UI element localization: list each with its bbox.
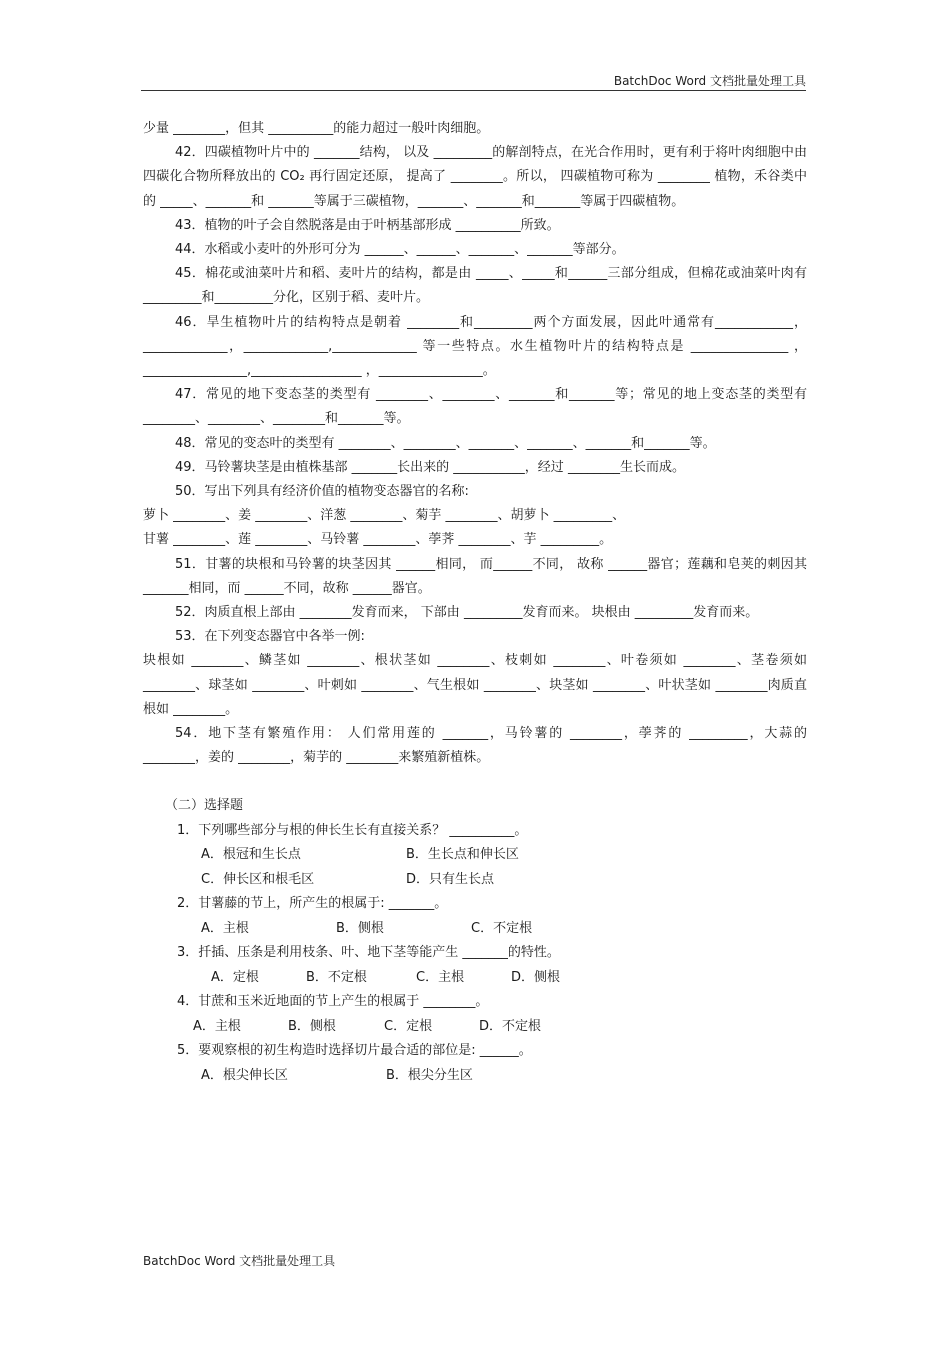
option-row [143,1015,807,1040]
question-paragraph: 少量 ________，但其 __________的能力超过一般叶肉细胞。 [143,121,490,136]
answer-option[interactable]: D．不定根 [479,1018,542,1034]
answer-option[interactable]: B．根尖分生区 [386,1067,473,1083]
answer-option[interactable]: A．定根 [211,969,259,985]
question-paragraph: 50．写出下列具有经济价值的植物变态器官的名称: [175,484,469,500]
choice-question: 5．要观察根的初生构造时选择切片最合适的部位是: ______。 [177,1043,532,1059]
option-row [143,966,807,991]
choice-question: 2．甘薯藤的节上，所产生的根属于: _______。 [177,896,448,912]
answer-option[interactable]: D．侧根 [511,969,561,985]
question-paragraph: 43．植物的叶子会自然脱落是由于叶柄基部形成 __________所致。 [175,217,560,233]
answer-option[interactable]: C．主根 [416,969,465,985]
question-paragraph: 甘薯 ________、莲 ________、马铃薯 ________、荸荠 ________、芋 _________。 [143,532,613,548]
question-paragraph: 48．常见的变态叶的类型有 ________、________、_______、_______、_______和_______等。 [175,435,716,451]
question-paragraph: 47．常见的地下变态茎的类型有 ________、________、_______和_______等；常见的地上变态茎的类型有 ________、________、________和_______等。 [143,387,807,427]
answer-option[interactable]: A．主根 [201,920,249,936]
question-paragraph: 53．在下列变态器官中各举一例: [175,629,365,645]
question-paragraph: 萝卜 ________、姜 ________、洋葱 ________、菊芋 ________、胡萝卜 _________、 [143,508,626,524]
answer-option[interactable]: B．不定根 [306,969,367,985]
answer-option[interactable]: D．只有生长点 [406,871,495,887]
answer-option[interactable]: C．定根 [384,1018,433,1034]
question-paragraph: 45．棉花或油菜叶片和稻、麦叶片的结构，都是由 _____、_____和______三部分组成，但棉花或油菜叶肉有 _________和_________分化，区别于稻、麦叶片。 [143,266,807,306]
choice-question: 1．下列哪些部分与根的伸长生长有直接关系？ __________。 [177,822,528,838]
choice-questions [143,819,807,1089]
answer-option[interactable]: B．侧根 [288,1018,336,1034]
question-paragraph: 54．地下茎有繁殖作用： 人们常用莲的 _______，马铃薯的 ________，荸荠的 _________，大蒜的 ________，姜的 ________，菊芋的 ________来繁殖新植株。 [143,726,807,766]
document-body [143,117,807,1088]
answer-option[interactable]: B．侧根 [336,920,384,936]
page-footer: BatchDoc Word 文档批量处理工具 [143,1254,336,1268]
answer-option[interactable]: C．伸长区和根毛区 [201,871,315,887]
fill-in-questions [143,117,807,770]
answer-option[interactable]: B．生长点和伸长区 [406,847,519,863]
question-paragraph: 44．水稻或小麦叶的外形可分为 ______、______、_______、_______等部分。 [175,242,625,258]
header-divider [141,90,806,91]
question-paragraph: 块根如 ________、鳞茎如 ________、根状茎如 ________、枝刺如 ________、叶卷须如 ________、茎卷须如 ________、球茎如 ________、叶刺如 ________、气生根如 ________、块茎如 ________、叶状茎如 ________肉质直根如 ________。 [143,653,807,717]
choice-question: 3．扦插、压条是利用枝条、叶、地下茎等能产生 _______的特性。 [177,945,560,961]
question-paragraph: 51．甘薯的块根和马铃薯的块茎因其 ______相同， 而______不同， 故称 ______器官；莲藕和皂荚的刺因其 _______相同，而 ______不同，故称 ______器官。 [143,556,807,596]
choice-question: 4．甘蔗和玉米近地面的节上产生的根属于 ________。 [177,994,489,1010]
option-row [143,917,807,942]
question-paragraph: 52．肉质直根上部由 ________发育而来， 下部由 _________发育而来。 块根由 _________发育而来。 [175,605,759,621]
question-paragraph: 49．马铃薯块茎是由植株基部 _______长出来的 ___________，经过 ________生长而成。 [175,459,685,475]
question-paragraph: 46．旱生植物叶片的结构特点是朝着 ________和_________两个方面发展，因此叶通常有____________，_____________，_____________,_____________ 等一些特点。水生植物叶片的结构特点是 _______________ ， ________________,_________________ ，________________。 [143,314,807,379]
option-row [143,1064,807,1089]
option-row [143,868,807,893]
answer-option[interactable]: A．主根 [193,1018,241,1034]
question-paragraph: 42．四碳植物叶片中的 _______结构， 以及 _________的解剖特点，在光合作用时，更有利于将叶肉细胞中由四碳化合物所释放出的 CO₂ 再行固定还原， 提高了 ________。所以， 四碳植物可称为 ________ 植物，禾谷类中的 _____、_______和 _______等属于三碳植物，_______、_______和_______等属于四碳植物。 [143,145,807,209]
page-header: BatchDoc Word 文档批量处理工具 [613,74,806,88]
answer-option[interactable]: A．根尖伸长区 [201,1067,288,1083]
option-row [143,843,807,868]
answer-option[interactable]: A．根冠和生长点 [201,847,301,863]
section-title: （二）选择题 [165,798,244,814]
answer-option[interactable]: C．不定根 [471,920,533,936]
